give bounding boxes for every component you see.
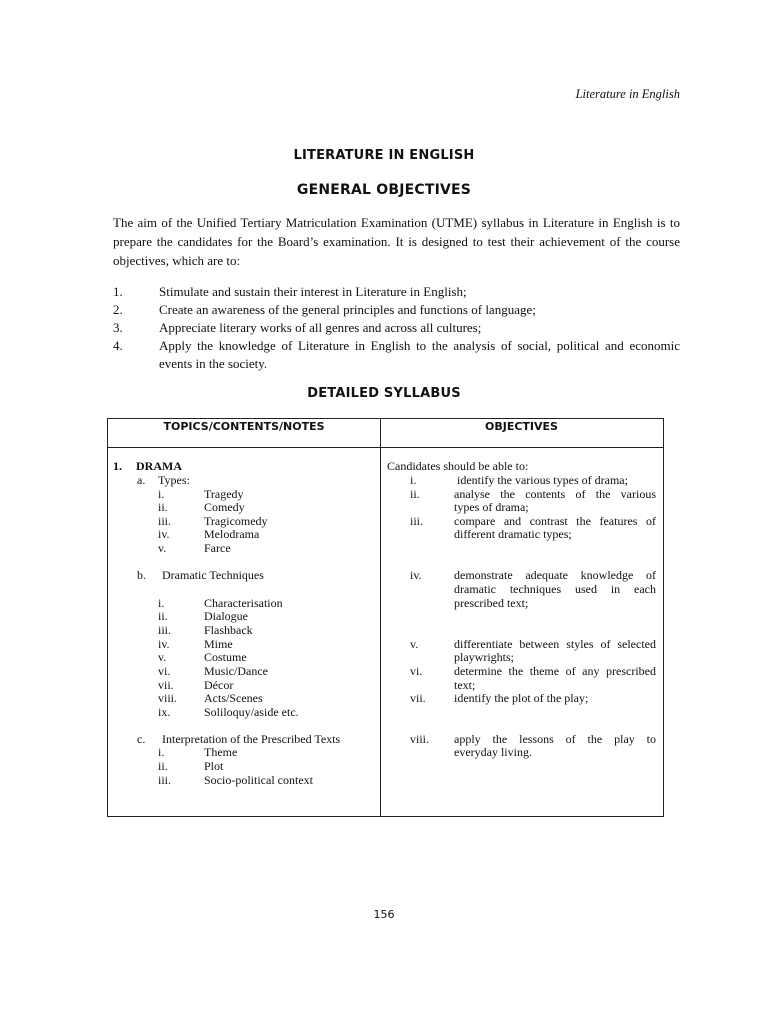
objective-text: compare and contrast the features of: [454, 514, 656, 528]
objective-text: Create an awareness of the general principles and functions of language;: [159, 302, 536, 317]
page-number: 156: [373, 908, 395, 921]
objective-text: determine the theme of any prescribed: [454, 664, 656, 678]
objective-item: [113, 337, 680, 373]
objective-number: 2.: [113, 302, 123, 317]
topic-item-text: Comedy: [204, 500, 245, 514]
topic-item-number: vii.: [158, 678, 174, 692]
intro-paragraph: The aim of the Unified Tertiary Matriculation Examination (UTME) syllabus in Literature in English is to prepare the candidates for the Board’s examination. It is designed to test their achievement of the course objectives, which are to:: [113, 215, 680, 268]
subsection-title: Interpretation of the Prescribed Texts: [162, 732, 341, 746]
topic-item-text: Socio-political context: [204, 773, 313, 787]
subsection-label: b.: [137, 568, 146, 582]
objective-item: [113, 319, 680, 337]
topic-item-number: ii.: [158, 500, 168, 514]
topic-item-number: iv.: [158, 637, 170, 651]
table-header-objectives: OBJECTIVES: [485, 420, 558, 433]
topic-item-text: Tragedy: [204, 487, 244, 501]
topic-item-number: viii.: [158, 691, 178, 705]
objective-text: prescribed text;: [454, 596, 529, 610]
table-header-divider: [107, 447, 663, 448]
topic-item-number: vi.: [158, 664, 171, 678]
subsection-title: Types:: [158, 473, 190, 487]
objective-number: vii.: [410, 691, 426, 705]
topic-item-text: Soliloquy/aside etc.: [204, 705, 299, 719]
objectives-list: [113, 283, 680, 373]
topic-item-text: Acts/Scenes: [204, 691, 263, 705]
subsection-label: c.: [137, 732, 146, 746]
objective-text: analyse the contents of the various: [454, 487, 656, 501]
topic-item-number: i.: [158, 745, 165, 759]
objective-number: 4.: [113, 338, 123, 353]
topic-item-number: i.: [158, 596, 165, 610]
topic-item-text: Farce: [204, 541, 231, 555]
topic-item-text: Costume: [204, 650, 247, 664]
topic-item-text: Melodrama: [204, 527, 260, 541]
objective-text: text;: [454, 678, 476, 692]
topic-item-text: Theme: [204, 745, 238, 759]
objective-item: [113, 301, 680, 319]
topic-item-text: Plot: [204, 759, 224, 773]
objective-number: ii.: [410, 487, 420, 501]
objectives-intro: Candidates should be able to:: [387, 459, 529, 473]
topic-item-number: iii.: [158, 514, 172, 528]
objective-text: identify the various types of drama;: [457, 473, 628, 487]
objective-number: vi.: [410, 664, 423, 678]
objective-text: Appreciate literary works of all genres and across all cultures;: [159, 320, 482, 335]
objective-number: i.: [410, 473, 417, 487]
subsection-title: Dramatic Techniques: [162, 568, 264, 582]
topic-item-text: Mime: [204, 637, 233, 651]
topic-item-number: iv.: [158, 527, 170, 541]
topic-item-number: v.: [158, 650, 167, 664]
objective-text: differentiate between styles of selected: [454, 637, 656, 651]
objective-text: dramatic techniques used in each: [454, 582, 656, 596]
topic-item-number: i.: [158, 487, 165, 501]
objective-number: iv.: [410, 568, 422, 582]
objective-number: iii.: [410, 514, 424, 528]
objective-text: everyday living.: [454, 745, 532, 759]
section-title: DRAMA: [136, 459, 182, 473]
topic-item-number: v.: [158, 541, 167, 555]
subsection-label: a.: [137, 473, 146, 487]
objective-text: Apply the knowledge of Literature in English to the analysis of social, political and economic events in the society.: [159, 338, 680, 371]
objective-text: Stimulate and sustain their interest in Literature in English;: [159, 284, 467, 299]
general-objectives-heading: GENERAL OBJECTIVES: [296, 182, 472, 198]
section-number: 1.: [113, 459, 122, 473]
objective-item: [113, 283, 680, 301]
topic-item-text: Décor: [204, 678, 234, 692]
detailed-syllabus-heading: DETAILED SYLLABUS: [307, 386, 461, 401]
topic-item-number: ii.: [158, 609, 168, 623]
topic-item-number: iii.: [158, 773, 172, 787]
objective-number: 3.: [113, 320, 123, 335]
objective-text: identify the plot of the play;: [454, 691, 589, 705]
topic-item-number: ix.: [158, 705, 171, 719]
objective-text: different dramatic types;: [454, 527, 572, 541]
objective-text: playwrights;: [454, 650, 514, 664]
table-header-topics: TOPICS/CONTENTS/NOTES: [163, 420, 325, 433]
objective-text: types of drama;: [454, 500, 529, 514]
objective-number: viii.: [410, 732, 430, 746]
running-head: Literature in English: [575, 87, 680, 101]
objective-number: v.: [410, 637, 419, 651]
topic-item-text: Dialogue: [204, 609, 248, 623]
table-column-divider: [380, 418, 381, 817]
topic-item-text: Flashback: [204, 623, 253, 637]
objective-number: 1.: [113, 284, 123, 299]
topic-item-number: iii.: [158, 623, 172, 637]
document-title: LITERATURE IN ENGLISH: [293, 148, 475, 163]
topic-item-text: Tragicomedy: [204, 514, 268, 528]
topic-item-text: Music/Dance: [204, 664, 268, 678]
topic-item-number: ii.: [158, 759, 168, 773]
topic-item-text: Characterisation: [204, 596, 283, 610]
objective-text: apply the lessons of the play to: [454, 732, 656, 746]
objective-text: demonstrate adequate knowledge of: [454, 568, 656, 582]
